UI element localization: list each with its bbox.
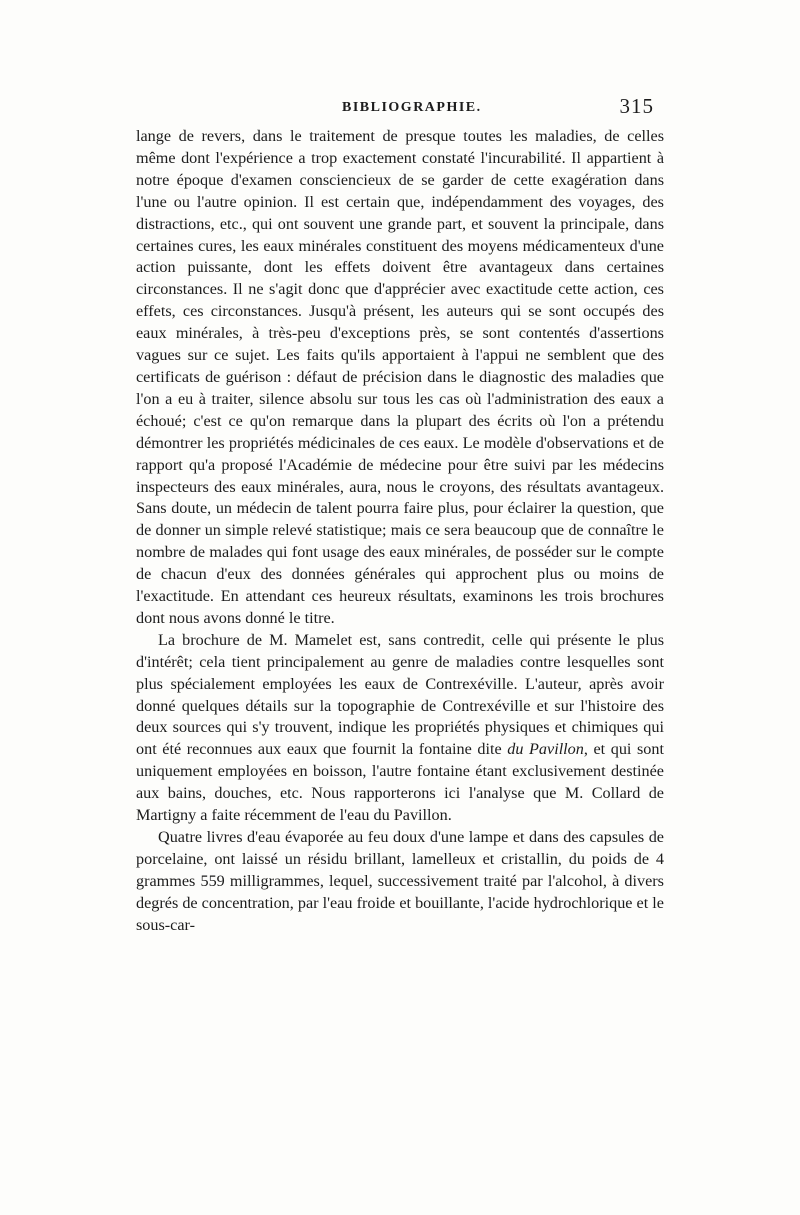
italic-term: du Pavillon <box>507 740 584 759</box>
paragraph-analysis: Quatre livres d'eau évaporée au feu doux d'une lampe et dans des capsules de porcelaine, ont laissé un résidu brillant, lamelleux et cristallin, du poids de 4 grammes 559 milligrammes, lequel, successivement traité par l'alcohol, à divers degrés de concentration, par l'eau froide et bouillante, l'acide hydrochlorique et le sous-car- <box>136 828 664 934</box>
body-text <box>136 126 664 937</box>
page-number: 315 <box>619 94 654 118</box>
paragraph-mamelet-start: La brochure de M. Mamelet est, sans contredit, celle qui présente le plus d'intérêt; cela tient principalement au genre de maladies contre lesquelles sont plus spécialement employées les eaux de Contrexéville. L'auteur, après avoir donné quelques détails sur la topographie de Contrexéville et sur l'histoire des deux sources qui s'y trouvent, indique les propriétés physiques et chimiques qui ont été reconnues aux eaux que fournit la fontaine dite <box>136 630 664 759</box>
running-head: BIBLIOGRAPHIE. <box>342 100 482 115</box>
paragraph-continued: lange de revers, dans le traitement de presque toutes les maladies, de celles même dont l'expérience a trop exactement constaté l'incurabilité. Il appartient à notre époque d'examen consciencieux de se garder de cette exagération dans l'une ou l'autre opinion. Il est certain que, indépendamment des voyages, des distractions, etc., qui ont souvent une grande part, et souvent la principale, dans certaines cures, les eaux minérales constituent des moyens médicamenteux d'une action puissante, dont les effets doivent être avantageux dans certaines circonstances. Il ne s'agit donc que d'apprécier avec exactitude cette action, ces effets, ces circonstances. Jusqu'à présent, les auteurs qui se sont occupés des eaux minérales, à très-peu d'exceptions près, se sont contentés d'assertions vagues sur ce sujet. Les faits qu'ils apportaient à l'appui ne semblent que des certificats de guérison : défaut de précision dans le diagnostic des maladies que l'on a eu à traiter, silence absolu sur tous les cas où l'administration des eaux a échoué; c'est ce qu'on remarque dans la plupart des écrits où l'on a prétendu démontrer les propriétés médicinales de ces eaux. Le modèle d'observations et de rapport qu'a proposé l'Académie de médecine pour être suivi par les médecins inspecteurs des eaux minérales, aura, nous le croyons, des résultats avantageux. Sans doute, un médecin de talent pourra faire plus, pour éclairer la question, que de donner un simple relevé statistique; mais ce sera beaucoup que de connaître le nombre de malades qui font usage des eaux minérales, de posséder sur le compte de chacun d'eux des données générales qui approchent plus ou moins de l'exactitude. En attendant ces heureux résultats, examinons les trois brochures dont nous avons donné le titre. <box>136 127 664 627</box>
page-header <box>138 96 658 124</box>
paragraph-mamelet-end: , et qui sont uniquement employées en boisson, l'autre fontaine étant exclusivement destinée aux bains, douches, etc. Nous rapporterons ici l'analyse que M. Collard de Martigny a faite récemment de l'eau du Pavillon. <box>136 740 664 825</box>
paragraph-mamelet <box>136 630 664 827</box>
